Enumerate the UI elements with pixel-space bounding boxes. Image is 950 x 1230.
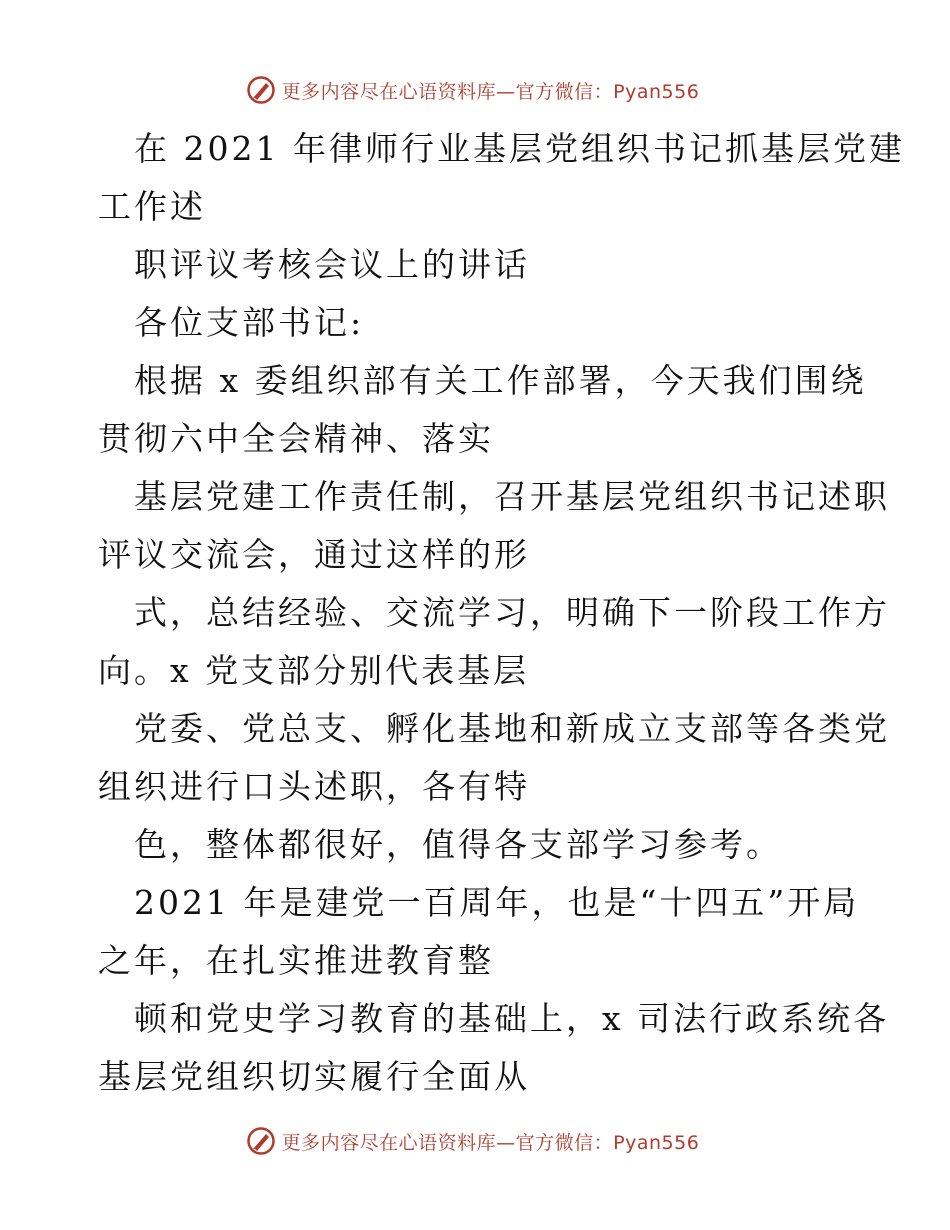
watermark-group	[246, 75, 700, 105]
text-line: 向。x 党支部分别代表基层	[98, 651, 530, 690]
text-line: 顿和党史学习教育的基础上，x 司法行政系统各	[134, 999, 890, 1038]
text-line: 组织进行口头述职，各有特	[98, 767, 530, 806]
watermark-group	[246, 1126, 700, 1156]
header-watermark	[0, 70, 950, 110]
watermark-text: 更多内容尽在心语资料库—官方微信：Pyan556	[281, 1131, 700, 1154]
text-line: 基层党建工作责任制，召开基层党组织书记述职	[134, 477, 890, 516]
footer-watermark	[0, 1121, 950, 1161]
text-line: 评议交流会，通过这样的形	[98, 535, 530, 574]
paragraph	[98, 816, 858, 874]
text-line: 2021 年是建党一百周年，也是“十四五”开局	[134, 883, 860, 922]
watermark-text: 更多内容尽在心语资料库—官方微信：Pyan556	[281, 80, 700, 103]
text-line: 在 2021 年律师行业基层党组织书记抓基层党建	[134, 129, 905, 168]
text-line: 工作述	[98, 187, 206, 226]
paragraph	[98, 700, 890, 816]
pen-in-circle-icon	[246, 75, 276, 105]
paragraph	[98, 352, 867, 468]
paragraph	[98, 874, 858, 990]
document-body	[98, 120, 905, 1106]
text-line: 之年，在扎实推进教育整	[98, 941, 494, 980]
paragraph-subtitle	[98, 236, 858, 294]
text-line: 色，整体都很好，值得各支部学习参考。	[134, 825, 782, 864]
paragraph	[98, 584, 890, 700]
text-line: 基层党组织切实履行全面从	[98, 1057, 530, 1096]
paragraph	[98, 990, 890, 1106]
text-line: 各位支部书记:	[134, 303, 365, 342]
text-line: 职评议考核会议上的讲话	[134, 245, 530, 284]
text-line: 式，总结经验、交流学习，明确下一阶段工作方	[134, 593, 890, 632]
text-line: 党委、党总支、孵化基地和新成立支部等各类党	[134, 709, 890, 748]
paragraph-title	[98, 120, 905, 236]
pen-in-circle-icon	[246, 1126, 276, 1156]
text-line: 贯彻六中全会精神、落实	[98, 419, 494, 458]
text-line: 根据 x 委组织部有关工作部署，今天我们围绕	[134, 361, 867, 400]
paragraph	[98, 468, 890, 584]
paragraph-salutation	[98, 294, 858, 352]
